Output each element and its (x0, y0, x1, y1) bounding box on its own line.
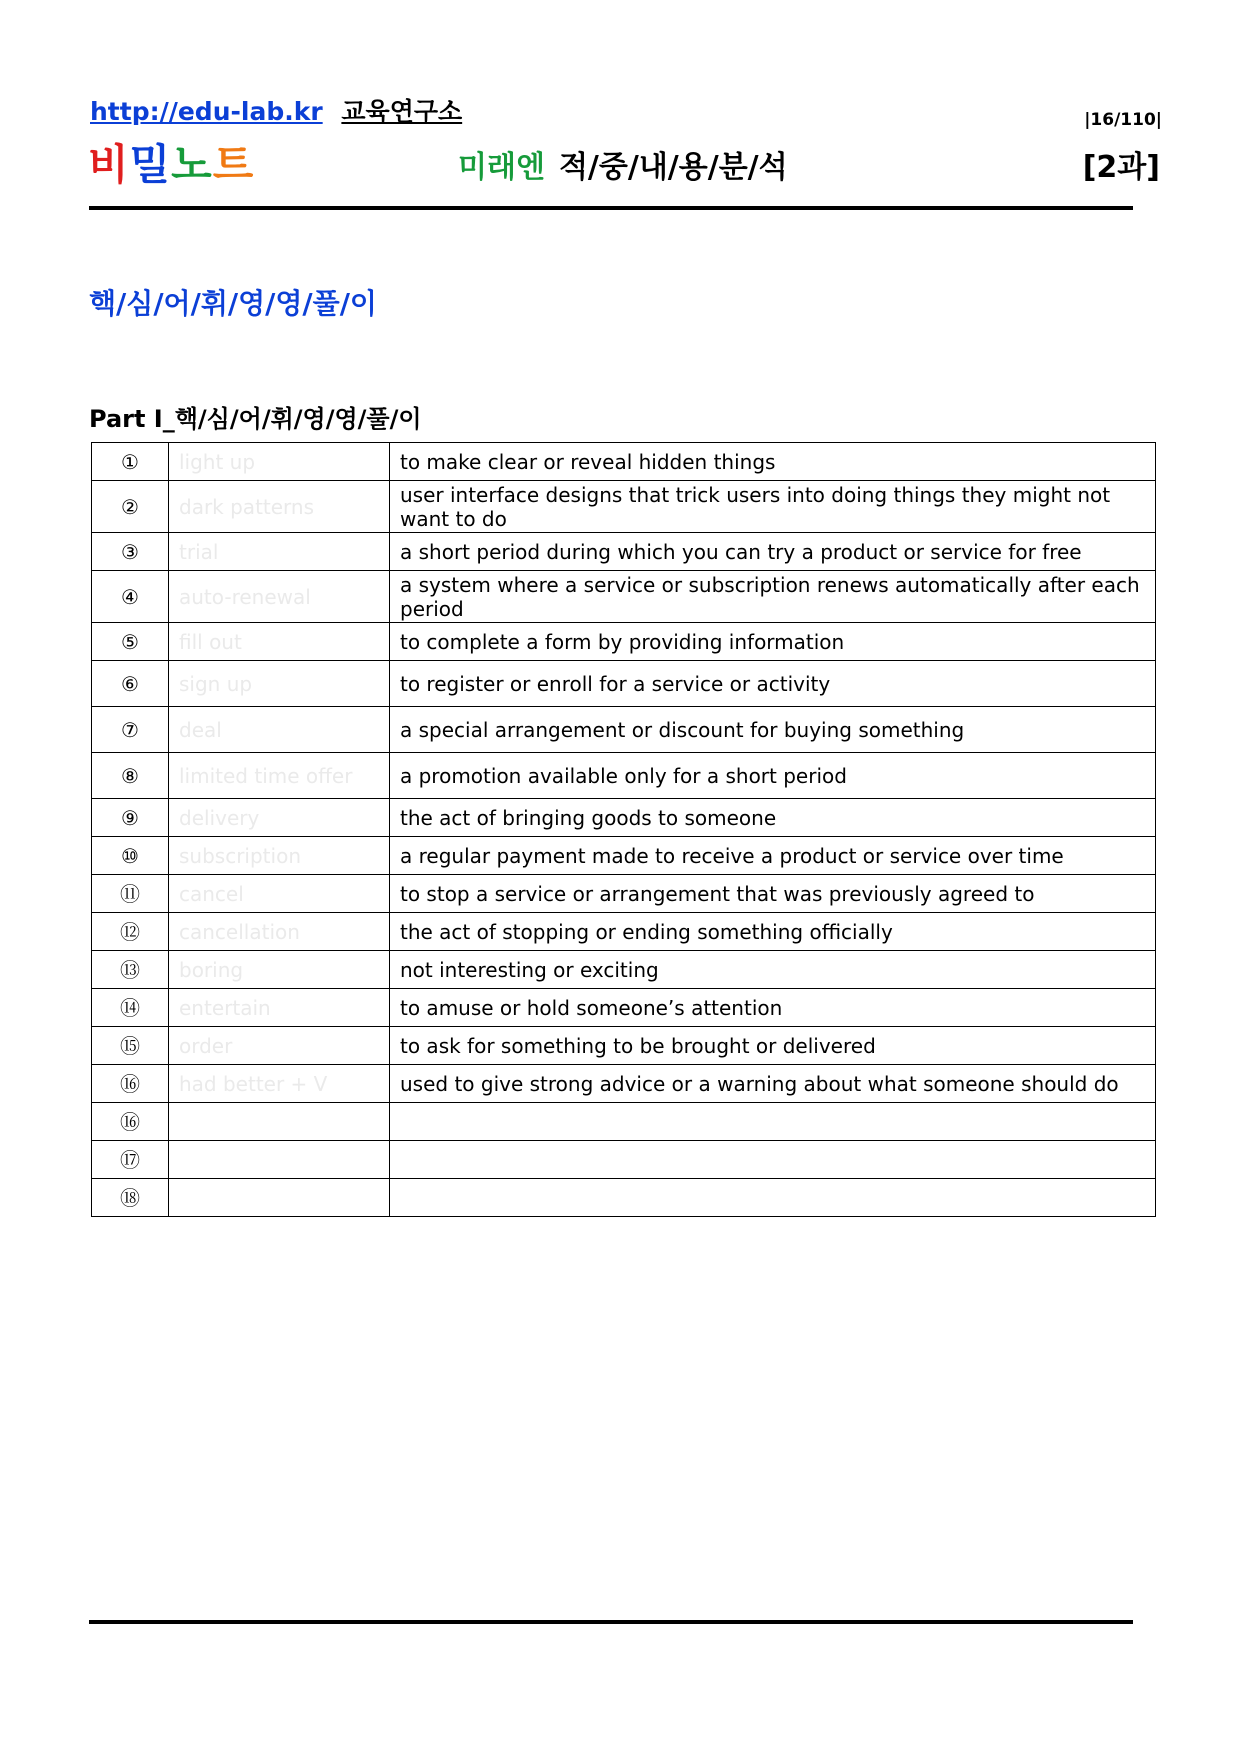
vocab-definition: to stop a service or arrangement that was previously agreed to (390, 875, 1156, 913)
vocab-word: boring (169, 951, 390, 989)
vocab-definition: the act of stopping or ending something officially (390, 913, 1156, 951)
lesson-label: [2과] (1082, 150, 1160, 185)
row-number: ④ (92, 571, 169, 623)
vocab-definition: a special arrangement or discount for buying something (390, 707, 1156, 753)
vocab-table (91, 442, 1156, 1217)
table-row (92, 443, 1156, 481)
vocab-word: order (169, 1027, 390, 1065)
vocab-definition: to amuse or hold someone’s attention (390, 989, 1156, 1027)
vocab-word (169, 1103, 390, 1141)
vocab-word (169, 1179, 390, 1217)
row-number: ⑦ (92, 707, 169, 753)
table-row (92, 837, 1156, 875)
table-row (92, 1179, 1156, 1217)
vocab-word: cancel (169, 875, 390, 913)
vocab-word: entertain (169, 989, 390, 1027)
footer-divider (89, 1620, 1133, 1624)
vocab-word: fill out (169, 623, 390, 661)
title-main: 적/중/내/용/분/석 (558, 150, 788, 185)
row-number: ⑧ (92, 753, 169, 799)
title-publisher: 미래엔 (458, 150, 545, 185)
part-heading: Part I_핵/심/어/휘/영/영/풀/이 (89, 405, 422, 433)
vocab-definition (390, 1141, 1156, 1179)
vocab-word: delivery (169, 799, 390, 837)
vocab-definition: the act of bringing goods to someone (390, 799, 1156, 837)
row-number: ⑯ (92, 1065, 169, 1103)
table-row (92, 661, 1156, 707)
vocab-definition: to make clear or reveal hidden things (390, 443, 1156, 481)
site-header-line (90, 92, 462, 128)
brand-char: 비 (88, 140, 130, 189)
table-row (92, 533, 1156, 571)
page-title (458, 142, 788, 186)
row-number: ⑰ (92, 1141, 169, 1179)
table-row (92, 753, 1156, 799)
vocab-word: trial (169, 533, 390, 571)
row-number: ⑩ (92, 837, 169, 875)
site-name: 교육연구소 (341, 97, 463, 126)
brand-char: 밀 (129, 140, 172, 189)
vocab-word: had better + V (169, 1065, 390, 1103)
table-row (92, 1065, 1156, 1103)
table-row (92, 707, 1156, 753)
vocab-word (169, 1141, 390, 1179)
table-row (92, 875, 1156, 913)
section-heading: 핵/심/어/휘/영/영/풀/이 (89, 287, 377, 320)
vocab-word: auto-renewal (169, 571, 390, 623)
vocab-definition: user interface designs that trick users into doing things they might not want to do (390, 481, 1156, 533)
row-number: ⑮ (92, 1027, 169, 1065)
vocab-definition: not interesting or exciting (390, 951, 1156, 989)
vocab-definition: a regular payment made to receive a product or service over time (390, 837, 1156, 875)
table-row (92, 799, 1156, 837)
vocab-definition: a system where a service or subscription renews automatically after each period (390, 571, 1156, 623)
vocab-definition: a promotion available only for a short period (390, 753, 1156, 799)
table-row (92, 571, 1156, 623)
row-number: ⑬ (92, 951, 169, 989)
vocab-definition: to register or enroll for a service or activity (390, 661, 1156, 707)
page-number: |16/110| (1084, 110, 1162, 130)
table-row (92, 1103, 1156, 1141)
vocab-definition: a short period during which you can try a product or service for free (390, 533, 1156, 571)
table-row (92, 989, 1156, 1027)
site-url-link[interactable]: http://edu-lab.kr (90, 97, 323, 126)
vocab-word: sign up (169, 661, 390, 707)
table-row (92, 623, 1156, 661)
brand-char: 노 (171, 140, 213, 189)
vocab-definition: used to give strong advice or a warning about what someone should do (390, 1065, 1156, 1103)
table-row (92, 1027, 1156, 1065)
brand-char: 트 (212, 140, 255, 189)
row-number: ⑨ (92, 799, 169, 837)
row-number: ① (92, 443, 169, 481)
vocab-word: light up (169, 443, 390, 481)
vocab-word: dark patterns (169, 481, 390, 533)
row-number: ⑱ (92, 1179, 169, 1217)
vocab-definition (390, 1179, 1156, 1217)
row-number: ⑥ (92, 661, 169, 707)
vocab-definition: to complete a form by providing information (390, 623, 1156, 661)
row-number: ⑪ (92, 875, 169, 913)
vocab-definition: to ask for something to be brought or delivered (390, 1027, 1156, 1065)
row-number: ⑯ (92, 1103, 169, 1141)
row-number: ③ (92, 533, 169, 571)
vocab-definition (390, 1103, 1156, 1141)
brand-logo (88, 132, 254, 192)
vocab-word: deal (169, 707, 390, 753)
table-row (92, 1141, 1156, 1179)
vocab-word: subscription (169, 837, 390, 875)
row-number: ② (92, 481, 169, 533)
table-row (92, 951, 1156, 989)
row-number: ⑫ (92, 913, 169, 951)
row-number: ⑭ (92, 989, 169, 1027)
table-row (92, 913, 1156, 951)
header-divider (89, 206, 1133, 210)
row-number: ⑤ (92, 623, 169, 661)
table-row (92, 481, 1156, 533)
vocab-word: limited time offer (169, 753, 390, 799)
vocab-word: cancellation (169, 913, 390, 951)
